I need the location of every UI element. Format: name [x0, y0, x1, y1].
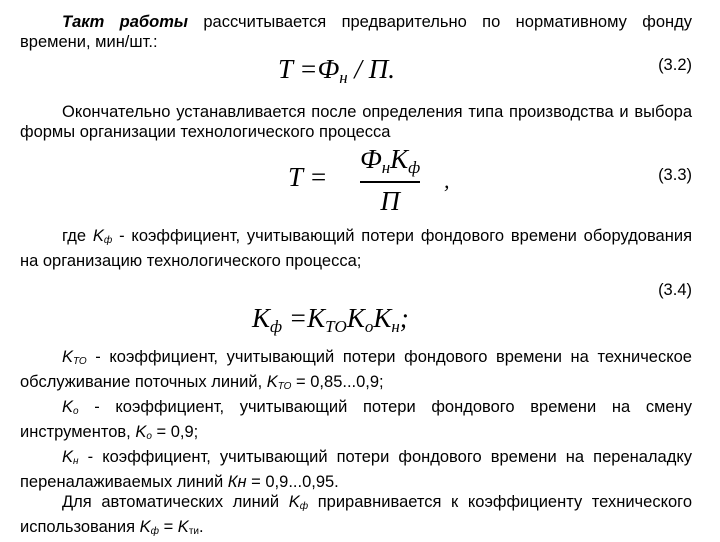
formula-3-2: T =Фн / П. [278, 54, 395, 87]
equation-number-3-3: (3.3) [658, 166, 692, 184]
definition-kto: $K_{ТО}$ - коэффициент, учитывающий потери фондового времени на техническое обслуживание поточных линий, $K_{ТО} = 0,85...0,9$; [20, 348, 692, 392]
definition-kn: $K_н$ - коэффициент, учитывающий потери фондового времени на переналадку переналаживаемых линий Кн = 0,9...0,95. [20, 448, 692, 491]
formula-3-3-fraction [360, 144, 420, 217]
fraction-bar [360, 181, 420, 183]
equation-number-3-4: (3.4) [658, 281, 692, 299]
equation-3-2 [20, 52, 692, 90]
formula-3-4: Kф =KТОKоKн; [252, 303, 409, 336]
fraction-numerator: ФнKф [360, 144, 421, 177]
term-takt: Такт работы [62, 13, 188, 31]
paragraph-auto-lines: Для автоматических линий $K_ф$ приравнивается к коэффициенту технического использования $K_ф = K_{ти}$. [20, 493, 692, 537]
formula-3-3-lhs: T = [288, 162, 328, 192]
paragraph-takt-text: рассчитывается предварительно по нормативному фонду времени, мин/шт.: [20, 13, 693, 51]
paragraph-final: Окончательно устанавливается после определения типа производства и выбора формы организации технологического процесса [20, 103, 692, 141]
formula-3-3-comma: , [444, 168, 450, 193]
equation-3-3 [20, 142, 692, 220]
definition-ko: $K_о$ - коэффициент, учитывающий потери фондового времени на смену инструментов, $K_о = 0,9$; [20, 398, 692, 442]
equation-number-3-2: (3.2) [658, 56, 692, 74]
fraction-denominator: П [380, 185, 400, 216]
paragraph-takt [20, 12, 692, 52]
document-page [20, 12, 692, 542]
paragraph-kf: где $K_ф$ - коэффициент, учитывающий потери фондового времени оборудования на организацию технологического процесса; [20, 227, 692, 270]
equation-3-4 [20, 271, 692, 347]
